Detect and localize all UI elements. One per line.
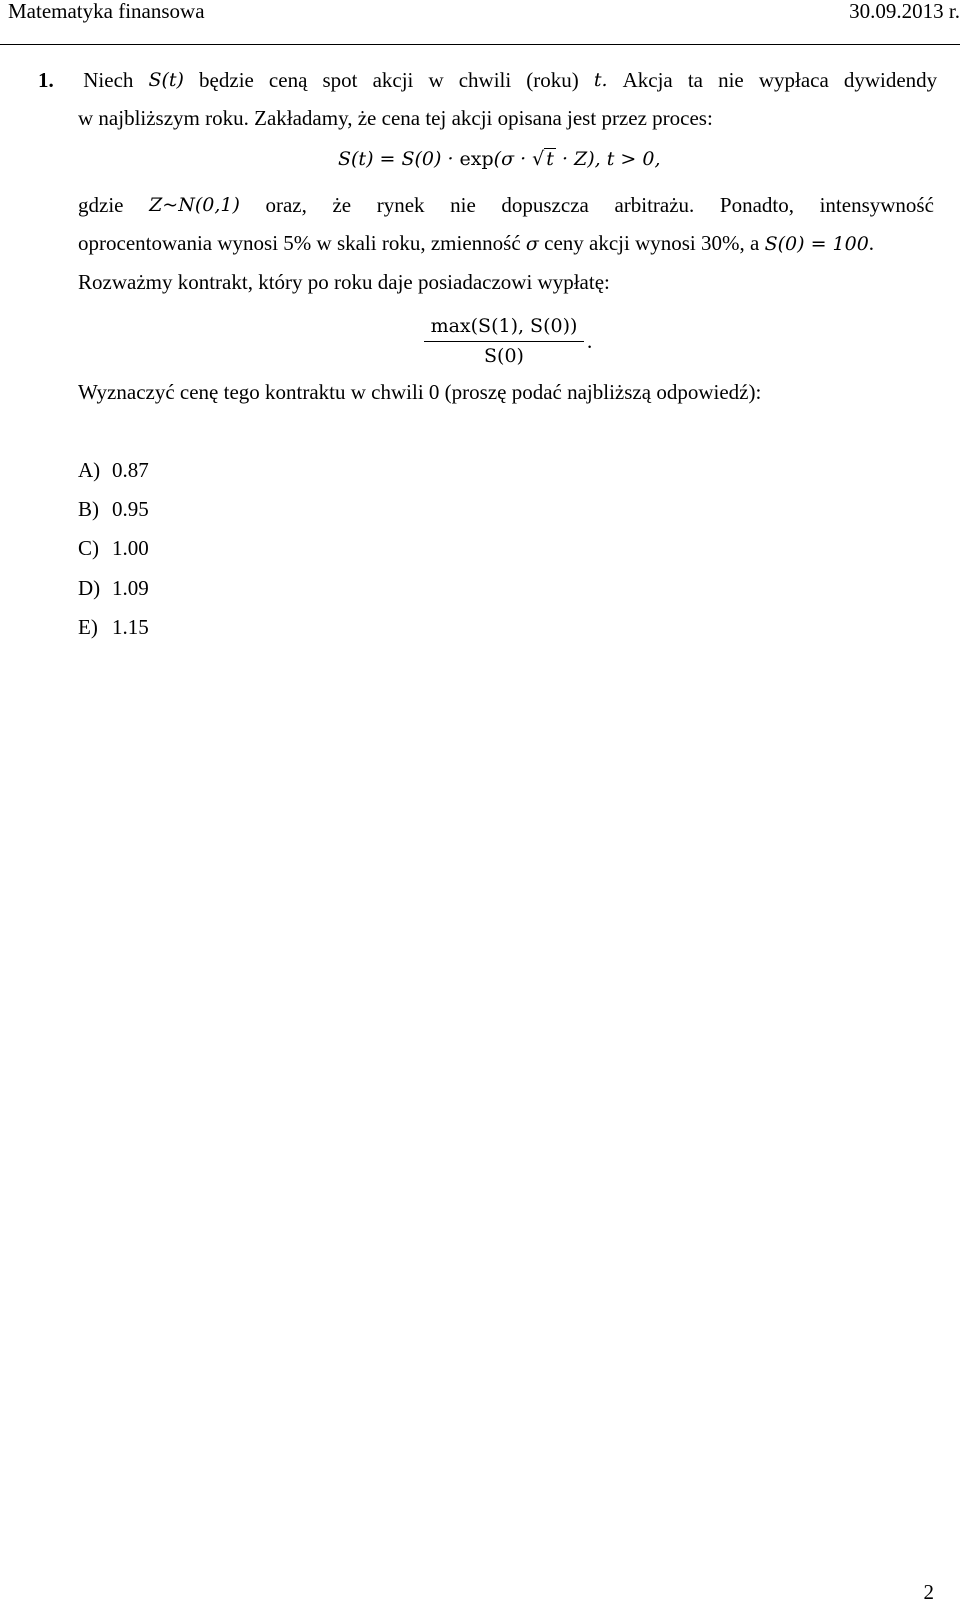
answer-letter: D) (78, 576, 101, 600)
formula-condition: , t > 0, (594, 148, 661, 170)
word: dopuszcza (501, 193, 589, 217)
math-inline: t. (593, 69, 608, 91)
fraction-denominator: S(0) (484, 345, 524, 367)
word: spot (322, 68, 358, 92)
fraction-numerator: max(S(1), S(0)) (430, 315, 578, 337)
text-segment: ceny akcji wynosi 30%, a (538, 231, 765, 255)
formula-lhs: S(t) = S(0) · (338, 148, 460, 170)
word: Akcja (622, 68, 673, 92)
problem-line-1 (38, 68, 938, 92)
header-title: Matematyka finansowa (8, 0, 205, 23)
text-segment: . (868, 231, 875, 255)
answer-option (78, 458, 149, 482)
word: (roku) (526, 68, 579, 92)
question-text: Wyznaczyć cenę tego kontraktu w chwili 0 (proszę podać najbliższą odpowiedź): (78, 380, 762, 404)
word: akcji (372, 68, 414, 92)
math-inline: S(t) (148, 69, 184, 91)
problem-line-1-words (83, 68, 937, 92)
text-segment: oprocentowania wynosi 5% w skali roku, zmienność (78, 231, 526, 255)
word: nie (718, 68, 744, 92)
problem-line-2: w najbliższym roku. Zakładamy, że cena tej akcji opisana jest przez proces: (78, 106, 713, 130)
answer-value: 1.15 (112, 615, 149, 639)
problem-line-3 (78, 193, 934, 217)
answer-letter: E) (78, 615, 98, 639)
word: intensywność (819, 193, 934, 217)
answer-letter: B) (78, 497, 99, 521)
answer-value: 0.95 (112, 497, 149, 521)
math-inline: σ (525, 233, 539, 255)
word: wypłaca (758, 68, 829, 92)
word: że (332, 193, 352, 217)
formula-sqrt-arg: t (546, 148, 554, 170)
word: gdzie (78, 193, 124, 217)
answer-value: 1.09 (112, 576, 149, 600)
word: Ponadto, (719, 193, 794, 217)
word: oraz, (265, 193, 307, 217)
word: dywidendy (843, 68, 938, 92)
word: rynek (376, 193, 425, 217)
page-header (0, 0, 960, 46)
problem-line-5: Rozważmy kontrakt, który po roku daje posiadaczowi wypłatę: (78, 270, 610, 294)
word: ta (687, 68, 703, 92)
formula-open: (σ · (493, 148, 533, 170)
word: arbitrażu. (614, 193, 695, 217)
answer-option (78, 497, 149, 521)
header-divider (0, 44, 960, 45)
math-inline: Z~N(0,1) (149, 194, 240, 216)
word: będzie (199, 68, 254, 92)
problem-number: 1. (38, 68, 54, 92)
answer-value: 1.00 (112, 536, 149, 560)
answer-letter: A) (78, 458, 101, 482)
page-number: 2 (923, 1580, 934, 1604)
word: Niech (83, 68, 134, 92)
fraction-bar (424, 341, 584, 342)
word: ceną (268, 68, 308, 92)
problem-line-4 (78, 231, 874, 256)
word: w (428, 68, 444, 92)
formula-process (338, 146, 661, 171)
sqrt-symbol: √ (532, 148, 545, 170)
word: chwili (458, 68, 512, 92)
fraction-period: . (587, 329, 593, 353)
formula-rest: · Z) (555, 148, 595, 170)
answer-option (78, 536, 149, 560)
answer-option (78, 615, 149, 639)
answer-value: 0.87 (112, 458, 149, 482)
answer-option (78, 576, 149, 600)
answer-letter: C) (78, 536, 99, 560)
formula-exp: exp (459, 148, 494, 170)
math-inline: S(0) = 100 (764, 233, 869, 255)
payoff-fraction (424, 315, 593, 377)
word: nie (450, 193, 476, 217)
header-date: 30.09.2013 r. (849, 0, 960, 23)
